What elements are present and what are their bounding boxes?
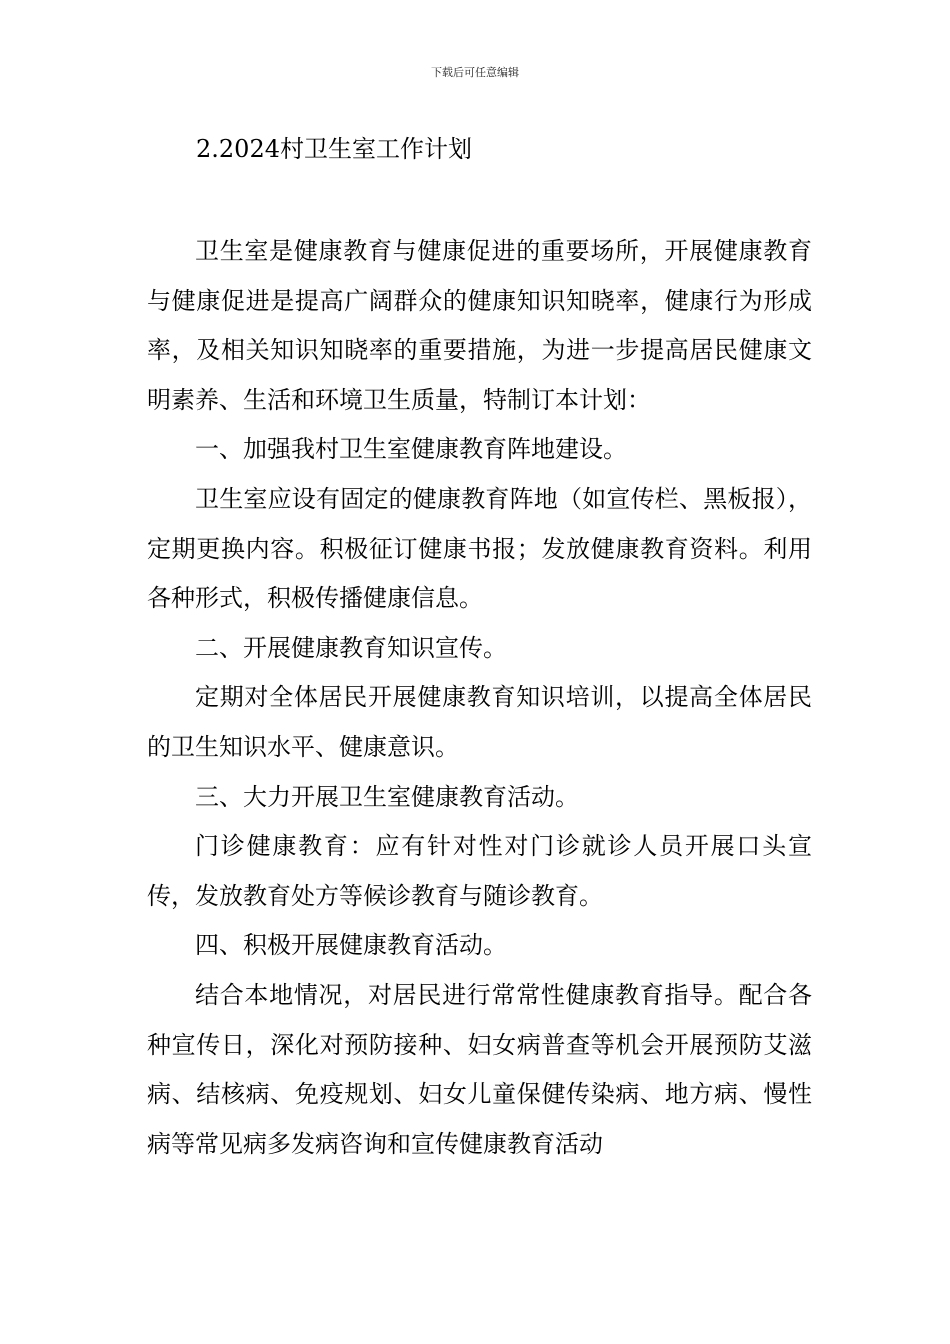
paragraph-section-3: 门诊健康教育：应有针对性对门诊就诊人员开展口头宣传，发放教育处方等候诊教育与随诊教育。 bbox=[147, 832, 812, 910]
section-heading-4: 四、积极开展健康教育活动。 bbox=[195, 931, 507, 960]
paragraph-section-2: 定期对全体居民开展健康教育知识培训，以提高全体居民的卫生知识水平、健康意识。 bbox=[147, 683, 812, 761]
section-heading-1: 一、加强我村卫生室健康教育阵地建设。 bbox=[195, 435, 627, 464]
paragraph-section-1: 卫生室应设有固定的健康教育阵地（如宣传栏、黑板报），定期更换内容。积极征订健康书报；发放健康教育资料。利用各种形式，积极传播健康信息。 bbox=[147, 484, 812, 613]
page-header: 下载后可任意编辑 bbox=[431, 66, 519, 79]
section-heading-2: 二、开展健康教育知识宣传。 bbox=[195, 633, 507, 662]
paragraph-section-4: 结合本地情况，对居民进行常常性健康教育指导。配合各种宣传日，深化对预防接种、妇女病普查等机会开展预防艾滋病、结核病、免疫规划、妇女儿童保健传染病、地方病、慢性病等常见病多发病咨询和宣传健康教育活动 bbox=[147, 980, 812, 1158]
paragraph-intro: 卫生室是健康教育与健康促进的重要场所，开展健康教育与健康促进是提高广阔群众的健康知识知晓率，健康行为形成率，及相关知识知晓率的重要措施，为进一步提高居民健康文明素养、生活和环境卫生质量，特制订本计划： bbox=[147, 237, 812, 414]
document-body bbox=[147, 227, 812, 1169]
section-heading-3: 三、大力开展卫生室健康教育活动。 bbox=[195, 782, 579, 811]
document-title: 2.2024村卫生室工作计划 bbox=[196, 135, 472, 163]
